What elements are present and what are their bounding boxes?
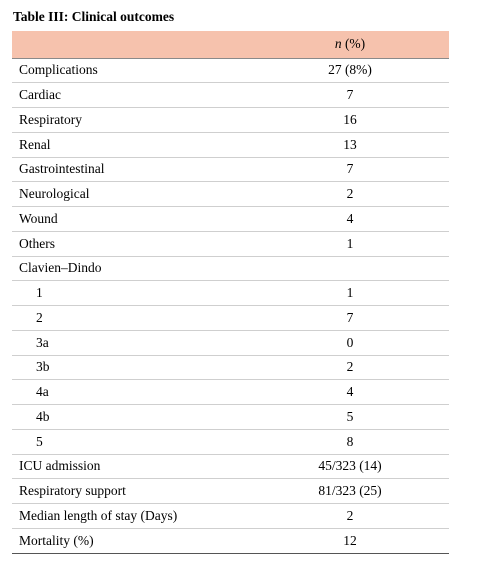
table-row	[12, 281, 449, 306]
header-value-cell	[251, 31, 449, 58]
row-label: Respiratory support	[12, 479, 251, 504]
row-value: 81/323 (25)	[251, 479, 449, 504]
row-label: Renal	[12, 132, 251, 157]
row-label: Complications	[12, 58, 251, 83]
row-value	[251, 256, 449, 281]
table-row	[12, 528, 449, 553]
row-value: 45/323 (14)	[251, 454, 449, 479]
row-label: 2	[12, 306, 251, 331]
row-label: 3a	[12, 330, 251, 355]
table-row	[12, 108, 449, 133]
row-label: ICU admission	[12, 454, 251, 479]
row-value: 16	[251, 108, 449, 133]
row-label: Respiratory	[12, 108, 251, 133]
table-row	[12, 380, 449, 405]
row-value: 8	[251, 429, 449, 454]
row-label: 3b	[12, 355, 251, 380]
table-row	[12, 157, 449, 182]
table-row	[12, 58, 449, 83]
header-label-cell	[12, 31, 251, 58]
row-value: 1	[251, 281, 449, 306]
table-row	[12, 429, 449, 454]
table-row	[12, 231, 449, 256]
row-value: 2	[251, 504, 449, 529]
table-row	[12, 132, 449, 157]
row-value: 4	[251, 207, 449, 232]
row-label: 5	[12, 429, 251, 454]
row-label: Median length of stay (Days)	[12, 504, 251, 529]
row-value: 2	[251, 182, 449, 207]
row-value: 7	[251, 306, 449, 331]
table-row	[12, 207, 449, 232]
table-row	[12, 454, 449, 479]
row-label: Others	[12, 231, 251, 256]
table-row	[12, 405, 449, 430]
row-label: Wound	[12, 207, 251, 232]
row-label: Cardiac	[12, 83, 251, 108]
header-n-symbol: n	[334, 36, 342, 52]
table-title: Table III: Clinical outcomes	[13, 9, 175, 24]
table-row	[12, 330, 449, 355]
table-row	[12, 306, 449, 331]
row-label: Neurological	[12, 182, 251, 207]
row-value: 7	[251, 157, 449, 182]
table-header-row	[12, 31, 449, 58]
row-value: 7	[251, 83, 449, 108]
row-label: Gastrointestinal	[12, 157, 251, 182]
row-label: Mortality (%)	[12, 528, 251, 553]
row-value: 4	[251, 380, 449, 405]
row-label: 4b	[12, 405, 251, 430]
row-label: 4a	[12, 380, 251, 405]
row-value: 12	[251, 528, 449, 553]
table-row	[12, 256, 449, 281]
table-row	[12, 182, 449, 207]
row-value: 13	[251, 132, 449, 157]
table-row	[12, 504, 449, 529]
row-value: 5	[251, 405, 449, 430]
row-value: 27 (8%)	[251, 58, 449, 83]
row-value: 1	[251, 231, 449, 256]
table-row	[12, 83, 449, 108]
table-body	[12, 58, 449, 553]
table-row	[12, 479, 449, 504]
row-label: Clavien–Dindo	[12, 256, 251, 281]
table-row	[12, 355, 449, 380]
row-label: 1	[12, 281, 251, 306]
clinical-outcomes-table	[12, 31, 449, 554]
row-value: 0	[251, 330, 449, 355]
header-percent-label: (%)	[341, 36, 366, 52]
row-value: 2	[251, 355, 449, 380]
